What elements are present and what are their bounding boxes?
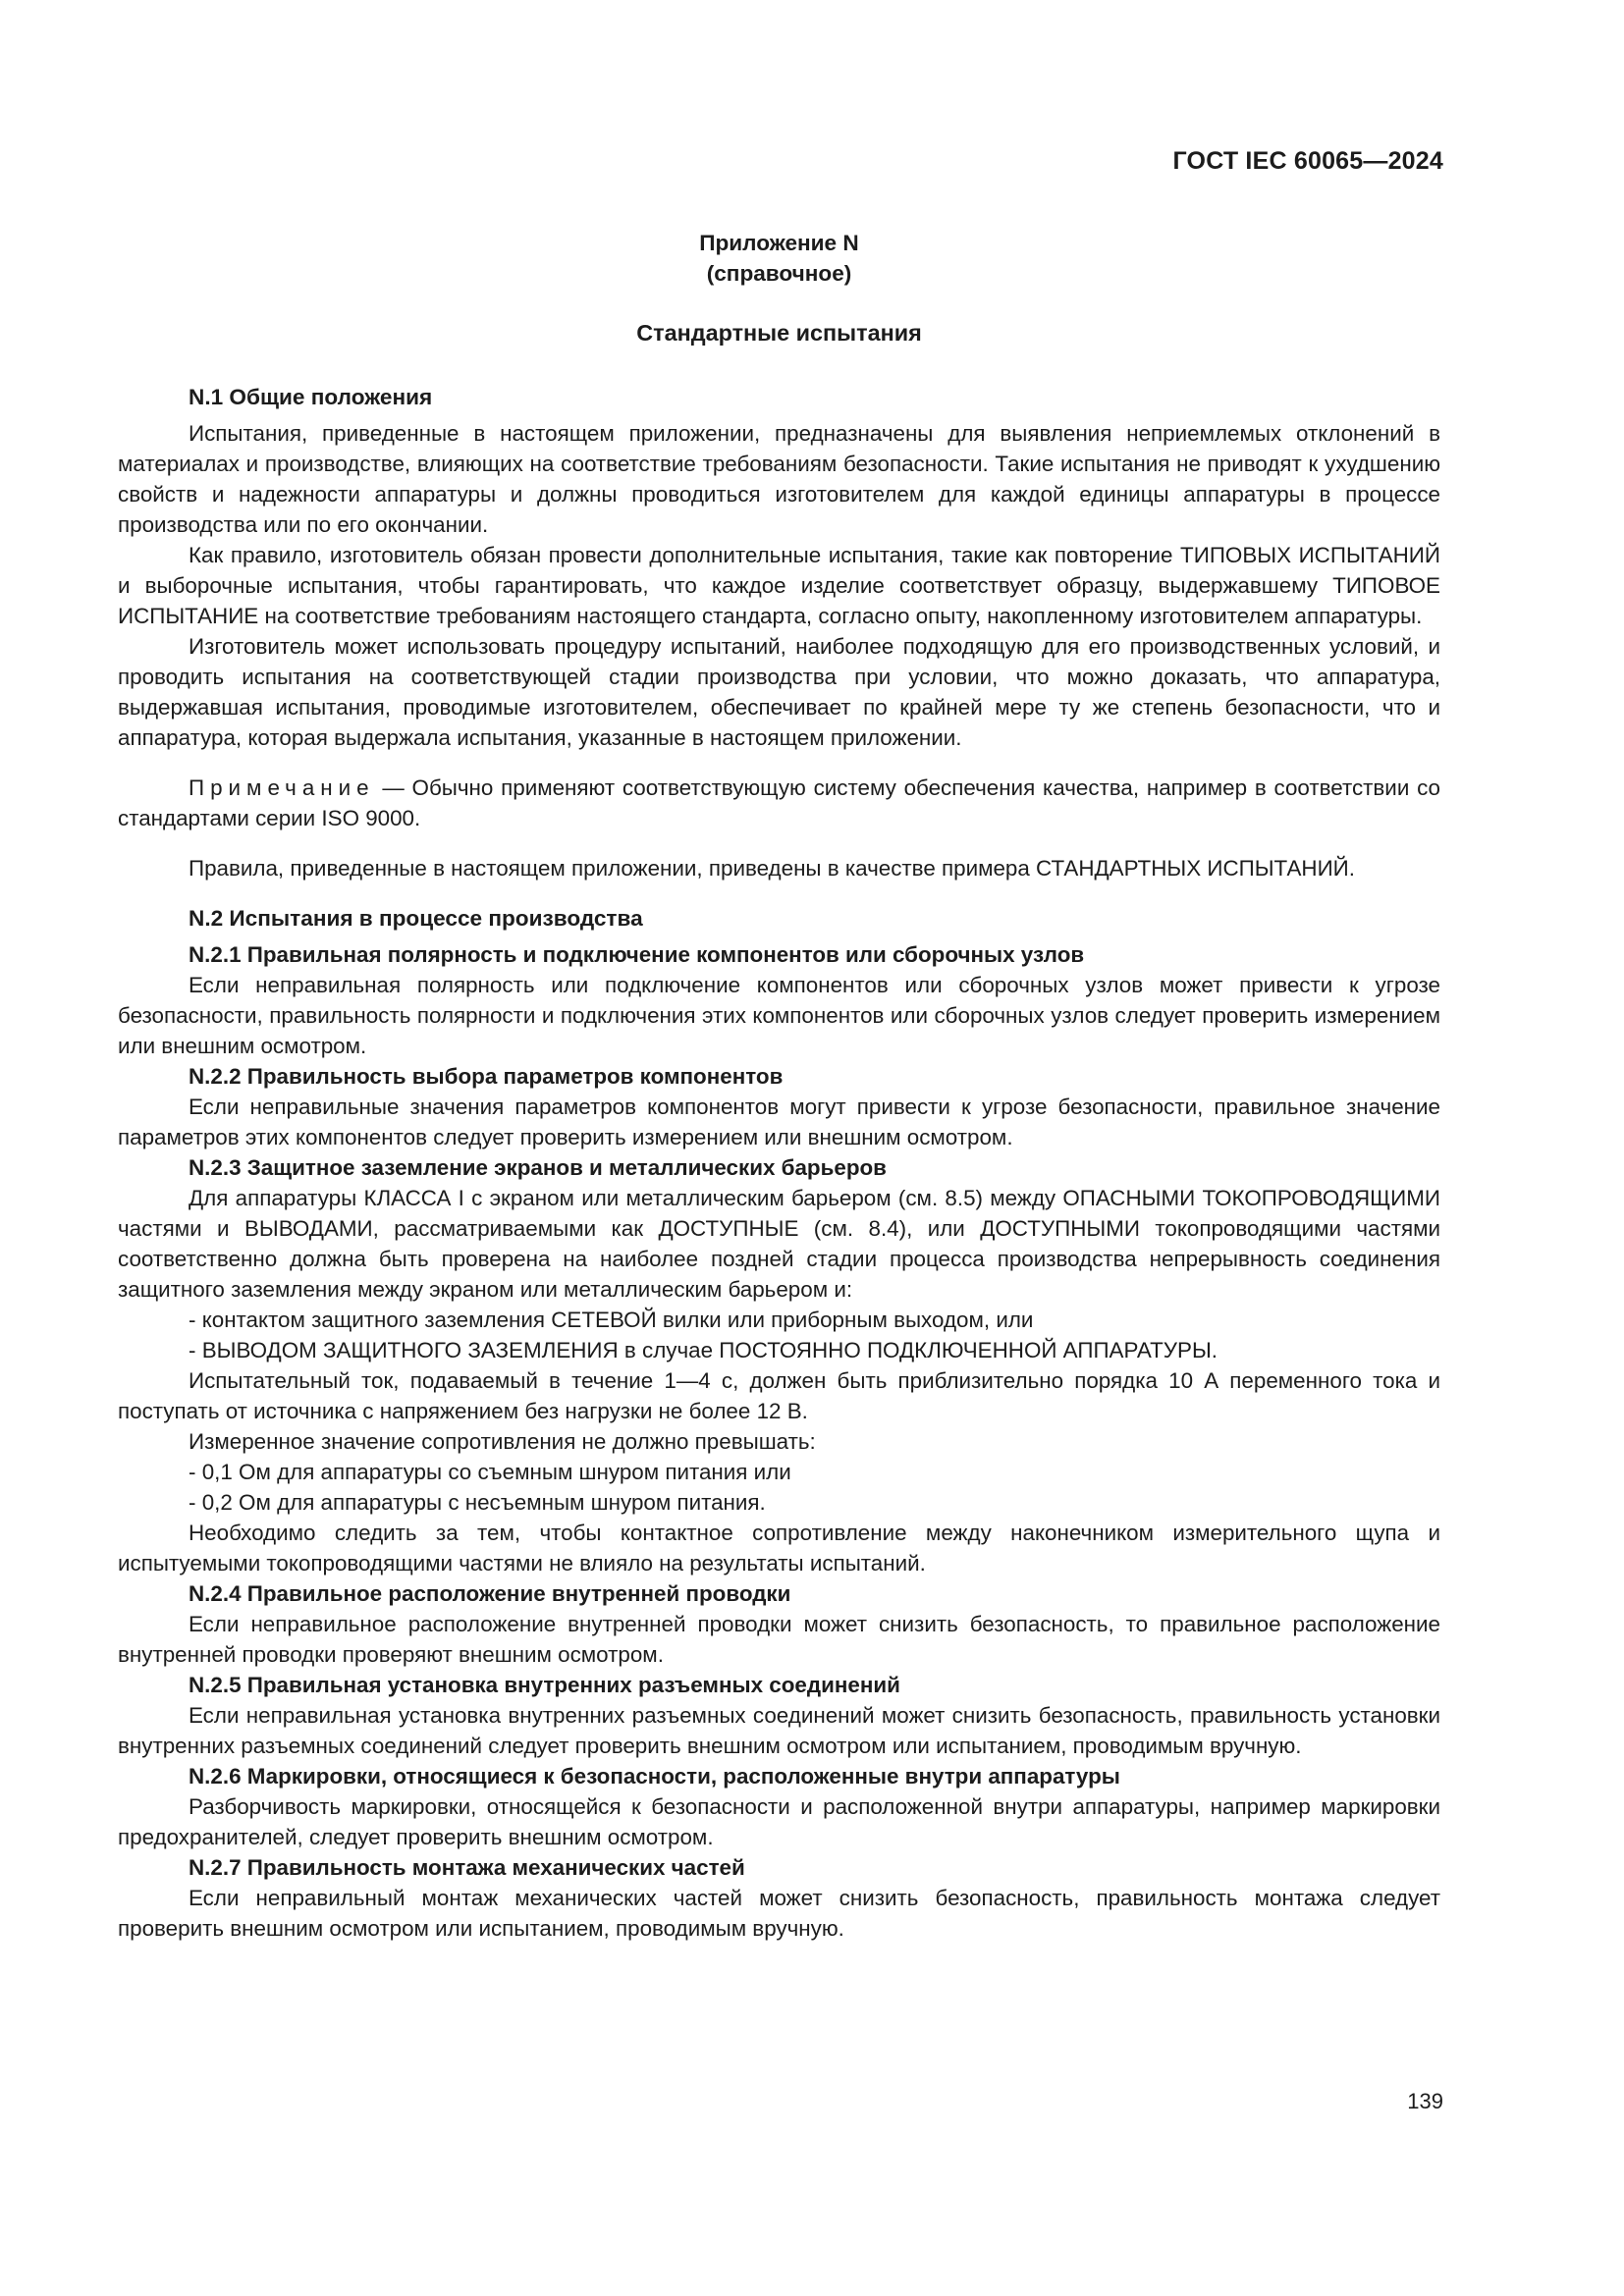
section-n26-text: Разборчивость маркировки, относящейся к безопасности и расположенной внутри аппаратуры, например маркировки предохранителей, следует проверить внешним осмотром. [118, 1794, 1440, 1849]
section-n22-text: Если неправильные значения параметров компонентов могут привести к угрозе безопасности, правильное значение параметров этих компонентов следует проверить измерением или внешним осмотром. [118, 1095, 1440, 1149]
section-n1-heading: N.1 Общие положения [189, 385, 433, 409]
list-item: - контактом защитного заземления СЕТЕВОЙ вилки или приборным выходом, или [189, 1305, 1440, 1335]
annex-label: Приложение N [699, 231, 859, 255]
section-n23-heading: N.2.3 Защитное заземление экранов и металлических барьеров [189, 1155, 887, 1180]
section-n22-heading: N.2.2 Правильность выбора параметров компонентов [189, 1064, 784, 1089]
note-text: — Обычно применяют соответствующую систему обеспечения качества, например в соответствии со стандартами серии ISO 9000. [118, 775, 1440, 830]
annex-kind: (справочное) [706, 261, 852, 286]
section-n23-text: Для аппаратуры КЛАССА I с экраном или металлическим барьером (см. 8.5) между ОПАСНЫМИ ТОКОПРОВОДЯЩИМИ частями и ВЫВОДАМИ, рассматриваемыми как ДОСТУПНЫЕ (см. 8.4), или ДОСТУПНЫМИ токопроводящими частями соответственно должна быть проверена на наиболее поздней стадии процесса производства непрерывность соединения защитного заземления между экраном или металлическим барьером и: [118, 1186, 1440, 1302]
section-n25-heading: N.2.5 Правильная установка внутренних разъемных соединений [189, 1673, 900, 1697]
note [118, 773, 1440, 833]
section-n24-heading: N.2.4 Правильное расположение внутренней проводки [189, 1581, 791, 1606]
section-n1-paragraph-3: Изготовитель может использовать процедуру испытаний, наиболее подходящую для его производственных условий, и проводить испытания на соответствующей стадии производства при условии, что можно доказать, что аппаратура, выдержавшая испытания, проводимые изготовителем, обеспечивает по крайней мере ту же степень безопасности, что и аппаратура, которая выдержала испытания, указанные в настоящем приложении. [118, 634, 1440, 750]
list-item: - 0,2 Ом для аппаратуры с несъемным шнуром питания. [189, 1487, 1440, 1518]
section-n2-heading: N.2 Испытания в процессе производства [189, 906, 643, 931]
section-n1-paragraph-2: Как правило, изготовитель обязан провести дополнительные испытания, такие как повторение ТИПОВЫХ ИСПЫТАНИЙ и выборочные испытания, чтобы гарантировать, что каждое изделие соответствует образцу, выдержавшему ТИПОВОЕ ИСПЫТАНИЕ на соответствие требованиям настоящего стандарта, согласно опыту, накопленному изготовителем аппаратуры. [118, 543, 1440, 628]
document-body [118, 228, 1440, 1944]
section-n27-heading: N.2.7 Правильность монтажа механических частей [189, 1855, 745, 1880]
section-n21-heading: N.2.1 Правильная полярность и подключение компонентов или сборочных узлов [189, 942, 1085, 967]
list-item: - ВЫВОДОМ ЗАЩИТНОГО ЗАЗЕМЛЕНИЯ в случае ПОСТОЯННО ПОДКЛЮЧЕННОЙ АППАРАТУРЫ. [189, 1335, 1440, 1365]
section-n1-paragraph-4: Правила, приведенные в настоящем приложении, приведены в качестве примера СТАНДАРТНЫХ ИСПЫТАНИЙ. [189, 856, 1355, 881]
section-n26-heading: N.2.6 Маркировки, относящиеся к безопасности, расположенные внутри аппаратуры [189, 1764, 1120, 1789]
section-n23-contact: Необходимо следить за тем, чтобы контактное сопротивление между наконечником измерительного щупа и испытуемыми токопроводящими частями не влияло на результаты испытаний. [118, 1521, 1440, 1575]
section-n27-text: Если неправильный монтаж механических частей может снизить безопасность, правильность монтажа следует проверить внешним осмотром или испытанием, проводимым вручную. [118, 1886, 1440, 1941]
section-n21-text: Если неправильная полярность или подключение компонентов или сборочных узлов может привести к угрозе безопасности, правильность полярности и подключения этих компонентов или сборочных узлов следует проверить измерением или внешним осмотром. [118, 973, 1440, 1058]
section-n1-paragraph-1: Испытания, приведенные в настоящем приложении, предназначены для выявления неприемлемых отклонений в материалах и производстве, влияющих на соответствие требованиям безопасности. Такие испытания не приводят к ухудшению свойств и надежности аппаратуры и должны проводиться изготовителем для каждой единицы аппаратуры в процессе производства или по его окончании. [118, 421, 1440, 537]
note-label: Примечание [189, 775, 375, 800]
annex-title: Стандартные испытания [636, 320, 922, 346]
section-n23-resistance: Измеренное значение сопротивления не должно превышать: [189, 1429, 816, 1454]
standard-code: ГОСТ IEC 60065—2024 [1172, 147, 1443, 175]
section-n23-list-2 [118, 1457, 1440, 1518]
section-n24-text: Если неправильное расположение внутренней проводки может снизить безопасность, то правильное расположение внутренней проводки проверяют внешним осмотром. [118, 1612, 1440, 1667]
section-n25-text: Если неправильная установка внутренних разъемных соединений может снизить безопасность, правильность установки внутренних разъемных соединений следует проверить внешним осмотром или испытанием, проводимым вручную. [118, 1703, 1440, 1758]
page-number: 139 [1407, 2089, 1443, 2113]
section-n23-list-1 [118, 1305, 1440, 1365]
section-n23-current: Испытательный ток, подаваемый в течение 1—4 с, должен быть приблизительно порядка 10 А переменного тока и поступать от источника с напряжением без нагрузки не более 12 В. [118, 1368, 1440, 1423]
list-item: - 0,1 Ом для аппаратуры со съемным шнуром питания или [189, 1457, 1440, 1487]
